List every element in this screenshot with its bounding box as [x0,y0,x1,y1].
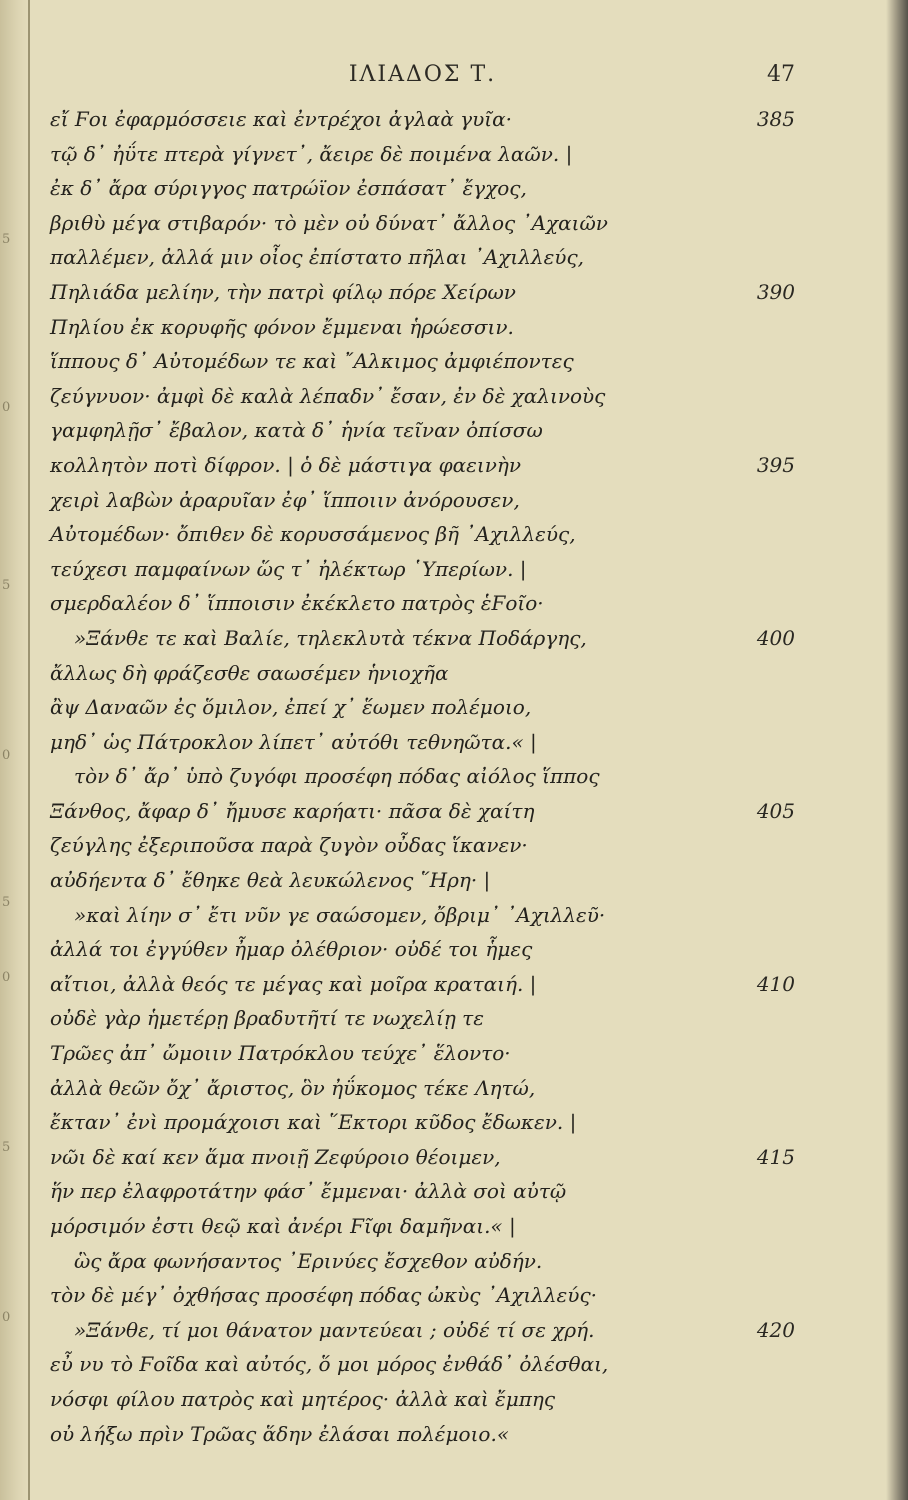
margin-mark: 0 [2,970,11,985]
verse-text: ἀλλά τοι ἐγγύθεν ἦμαρ ὀλέθριον· οὐδέ τοι ἧμες [50,937,533,962]
verse-line [50,725,795,760]
verse-line [50,1105,795,1140]
verse-number: 385 [756,107,795,131]
verse-text: σμερδαλέον δ᾽ ἵπποισιν ἐκέκλετο πατρὸς ἑϜοῖο· [50,591,544,616]
verse-line [50,206,795,241]
verse-line [50,344,795,379]
verse-line [50,1174,795,1209]
verse-number: 390 [756,279,795,304]
verse-line [50,1313,795,1348]
verse-line [50,1140,795,1175]
verse-text: παλλέμεν, ἀλλά μιν οἶος ἐπίστατο πῆλαι ᾽Αχιλλεύς, [50,245,585,270]
verse-text: Πηλιάδα μελίην, τὴν πατρὶ φίλῳ πόρε Χείρων [50,279,516,304]
verse-text: ἂψ Δαναῶν ἐς ὅμιλον, ἐπεί χ᾽ ἕωμεν πολέμοιο, [50,695,532,720]
verse-text: Ξάνθος, ἄφαρ δ᾽ ἤμυσε καρήατι· πᾶσα δὲ χαίτη [50,798,535,823]
verse-text: ὣς ἄρα φωνήσαντος ᾽Ερινύες ἔσχεθον αὐδήν. [74,1248,543,1273]
verse-text: νῶι δὲ καί κεν ἅμα πνοιῇ Ζεφύροιο θέοιμεν, [50,1144,501,1169]
verse-line [50,759,795,794]
verse-line [50,1071,795,1106]
verse-line [50,794,795,829]
verse-line [50,863,795,898]
margin-mark: 5 [2,1140,11,1155]
verse-text: τὸν δὲ μέγ᾽ ὀχθήσας προσέφη πόδας ὠκὺς ᾽Αχιλλεύς· [50,1283,598,1308]
verse-line [50,1209,795,1244]
verse-text: ἔκταν᾽ ἐνὶ προμάχοισι καὶ ῞Εκτορι κῦδος ἔδωκεν. | [50,1110,577,1135]
verse-line [50,517,795,552]
page-number: 47 [767,62,795,87]
verse-text: Τρῶες ἀπ᾽ ὤμοιιν Πατρόκλου τεύχε᾽ ἕλοντο· [50,1041,511,1066]
verse-text: τῷ δ᾽ ἠΰτε πτερὰ γίγνετ᾽, ἄειρε δὲ ποιμένα λαῶν. | [50,141,573,166]
verse-line [50,552,795,587]
verse-text: ἐκ δ᾽ ἄρα σύριγγος πατρώϊον ἐσπάσατ᾽ ἔγχος, [50,176,527,201]
verse-text: χειρὶ λαβὼν ἀραρυῖαν ἐφ᾽ ἵπποιιν ἀνόρουσεν, [50,487,520,512]
verse-line [50,586,795,621]
verse-text: ἀλλὰ θεῶν ὄχ᾽ ἄριστος, ὃν ἠΰκομος τέκε Λητώ, [50,1075,536,1100]
spine-rule [28,0,30,1500]
verse-text: μηδ᾽ ὡς Πάτροκλον λίπετ᾽ αὐτόθι τεθνηῶτα.« | [50,729,537,754]
verse-line [50,1001,795,1036]
verse-line [50,656,795,691]
verse-text: τὸν δ᾽ ἄρ᾽ ὑπὸ ζυγόφι προσέφη πόδας αἰόλος ἵππος [74,764,600,789]
verse-text: εὖ νυ τὸ Ϝοῖδα καὶ αὐτός, ὅ μοι μόρος ἐνθάδ᾽ ὀλέσθαι, [50,1352,609,1377]
verse-text: εἴ Ϝοι ἐφαρμόσσειε καὶ ἐντρέχοι ἀγλαὰ γυῖα· [50,107,513,131]
verse-line [50,898,795,933]
verse-line [50,1382,795,1417]
verse-text: ἄλλως δὴ φράζεσθε σαωσέμεν ἡνιοχῆα [50,660,449,685]
verse-text: οὐ λήξω πρὶν Τρῶας ἅδην ἐλάσαι πολέμοιο.« [50,1421,510,1446]
verse-line [50,379,795,414]
margin-mark: 0 [2,748,11,763]
verse-number: 395 [756,452,795,477]
verse-number: 420 [756,1317,795,1342]
verse-text: ζεύγνυον· ἀμφὶ δὲ καλὰ λέπαδν᾽ ἔσαν, ἐν δὲ χαλινοὺς [50,383,606,408]
verse-number: 405 [756,798,795,823]
verse-line [50,448,795,483]
margin-mark: 5 [2,895,11,910]
verse-text: αἴτιοι, ἀλλὰ θεός τε μέγας καὶ μοῖρα κραταιή. | [50,971,537,996]
verse-line [50,240,795,275]
verse-line [50,310,795,345]
verse-number: 400 [756,625,795,650]
verse-text: ἥν περ ἐλαφροτάτην φάσ᾽ ἔμμεναι· ἀλλὰ σοὶ αὐτῷ [50,1179,567,1204]
verse-line [50,171,795,206]
verse-text: κολλητὸν ποτὶ δίφρον. | ὁ δὲ μάστιγα φαεινὴν [50,452,522,477]
verse-text: νόσφι φίλου πατρὸς καὶ μητέρος· ἀλλὰ καὶ ἔμπης [50,1386,556,1411]
verse-text: »καὶ λίην σ᾽ ἔτι νῦν γε σαώσομεν, ὄβριμ᾽ ᾽Αχιλλεῦ· [74,902,606,927]
verse-line [50,1244,795,1279]
verse-text: αὐδήεντα δ᾽ ἔθηκε θεὰ λευκώλενος ῞Ηρη· | [50,868,491,893]
verse-text: ζεύγλης ἐξεριποῦσα παρὰ ζυγὸν οὖδας ἵκανεν· [50,833,528,858]
verse-text: »Ξάνθε τε καὶ Βαλίε, τηλεκλυτὰ τέκνα Ποδάργης, [74,625,587,650]
verse-line [50,932,795,967]
verse-text: ἵππους δ᾽ Αὐτομέδων τε καὶ ῎Αλκιμος ἀμφιέποντες [50,349,574,374]
verse-line [50,828,795,863]
verse-line [50,1036,795,1071]
margin-mark: 0 [2,1310,11,1325]
verse-number: 415 [756,1144,795,1169]
verse-text: οὐδὲ γὰρ ἡμετέρῃ βραδυτῆτί τε νωχελίῃ τε [50,1006,484,1031]
verse-line [50,621,795,656]
margin-mark: 5 [2,578,11,593]
verse-line [50,483,795,518]
verse-text: »Ξάνθε, τί μοι θάνατον μαντεύεαι ; οὐδέ τί σε χρή. [74,1317,595,1342]
verse-text: Αὐτομέδων· ὄπιθεν δὲ κορυσσάμενος βῆ ᾽Αχιλλεύς, [50,522,576,547]
margin-mark: 5 [2,232,11,247]
verse-number: 410 [756,971,795,996]
verse-line [50,102,795,137]
verse-line [50,1278,795,1313]
running-header [50,62,795,92]
verse-line [50,275,795,310]
verse-text: Πηλίου ἐκ κορυφῆς φόνον ἔμμεναι ἡρώεσσιν. [50,314,514,339]
margin-mark: 0 [2,400,11,415]
verse-line [50,690,795,725]
verse-line [50,137,795,172]
verse-line [50,1347,795,1382]
verse-line [50,1417,795,1452]
verse-list [50,102,795,1451]
verse-text: γαμφηλῇσ᾽ ἔβαλον, κατὰ δ᾽ ἡνία τεῖναν ὀπίσσω [50,418,543,443]
verse-line [50,413,795,448]
verse-line [50,967,795,1002]
verse-text: βριθὺ μέγα στιβαρόν· τὸ μὲν οὐ δύνατ᾽ ἄλλος ᾽Αχαιῶν [50,210,608,235]
running-title: ΙΛΙΑΔΟΣ Τ. [348,62,497,87]
page-edge-shadow [886,0,908,1500]
verse-text: τεύχεσι παμφαίνων ὥς τ᾽ ἠλέκτωρ ῾Υπερίων. | [50,556,527,581]
verse-text: μόρσιμόν ἐστι θεῷ καὶ ἀνέρι Ϝῖφι δαμῆναι.« | [50,1214,516,1238]
